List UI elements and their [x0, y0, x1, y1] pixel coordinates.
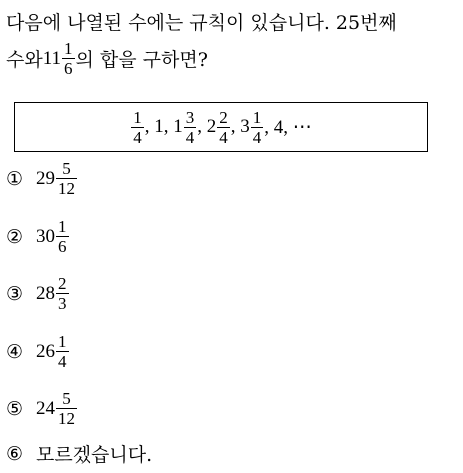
numerator: 3: [185, 107, 195, 127]
mixed-whole: 11: [42, 47, 62, 69]
fraction: [62, 40, 75, 77]
fraction: [251, 109, 264, 146]
sequence-term-4: [207, 109, 231, 146]
choice-value: [36, 275, 70, 312]
sequence-separator: , 1,: [144, 116, 174, 137]
choice-value: [36, 218, 70, 255]
denominator: 6: [58, 237, 67, 256]
choice-1[interactable]: [6, 160, 78, 197]
choice-3[interactable]: [6, 275, 70, 312]
choice-mark: ③: [6, 282, 24, 305]
mixed-whole: 30: [36, 225, 55, 247]
mixed-whole: 3: [240, 116, 250, 137]
denominator: 4: [133, 127, 142, 147]
numerator: 5: [62, 159, 71, 178]
sequence-term-1: [131, 109, 144, 146]
sequence-box: [14, 102, 428, 152]
fraction: [56, 160, 77, 197]
choice-value: [36, 333, 70, 370]
numerator: 1: [252, 107, 262, 127]
numerator: 1: [58, 217, 67, 236]
choice-mark: ⑥: [6, 442, 24, 465]
choice-text: 모르겠습니다.: [36, 444, 153, 466]
numerator: 1: [64, 39, 73, 58]
denominator: 12: [58, 179, 75, 198]
sequence-separator: , 4, ⋯: [264, 116, 312, 138]
sequence-term-3: [173, 109, 197, 146]
choice-4[interactable]: [6, 333, 70, 370]
denominator: 4: [185, 127, 195, 147]
denominator: 12: [58, 409, 75, 428]
fraction: [184, 109, 197, 146]
choice-5[interactable]: [6, 390, 78, 427]
fraction: [56, 390, 77, 427]
question-line-2: [6, 40, 208, 77]
question-mixed-number: [43, 40, 76, 77]
mixed-whole: 28: [36, 282, 55, 304]
choice-mark: ①: [6, 167, 24, 190]
choice-mark: ④: [6, 340, 24, 363]
choice-2[interactable]: [6, 218, 70, 255]
choice-mark: ②: [6, 225, 24, 248]
question-text-pre: 수와: [6, 49, 43, 71]
mixed-whole: 29: [36, 167, 55, 189]
mixed-whole: 1: [173, 116, 183, 137]
numerator: 1: [58, 332, 67, 351]
denominator: 3: [58, 294, 67, 313]
choice-value: [36, 390, 78, 427]
mixed-whole: 2: [206, 116, 217, 137]
denominator: 4: [252, 127, 262, 147]
denominator: 6: [64, 59, 73, 78]
fraction: [56, 275, 69, 312]
denominator: 4: [58, 352, 67, 371]
fraction: [56, 218, 69, 255]
fraction: [217, 109, 230, 146]
mixed-whole: 24: [36, 397, 55, 419]
numerator: 1: [133, 107, 142, 127]
fraction: [56, 333, 69, 370]
denominator: 4: [219, 127, 228, 147]
choice-mark: ⑤: [6, 397, 24, 420]
numerator: 2: [58, 274, 67, 293]
question-text-post: 의 합을 구하면?: [75, 49, 208, 71]
choice-value: [36, 160, 78, 197]
mixed-whole: 26: [36, 340, 55, 362]
numerator: 5: [62, 389, 71, 408]
numerator: 2: [219, 107, 228, 127]
question-line-1: 다음에 나열된 수에는 규칙이 있습니다. 25번째: [6, 12, 397, 34]
sequence-separator: ,: [197, 116, 207, 137]
sequence-separator: ,: [230, 116, 241, 137]
sequence-term-5: [240, 109, 264, 146]
choice-6[interactable]: [6, 440, 152, 467]
